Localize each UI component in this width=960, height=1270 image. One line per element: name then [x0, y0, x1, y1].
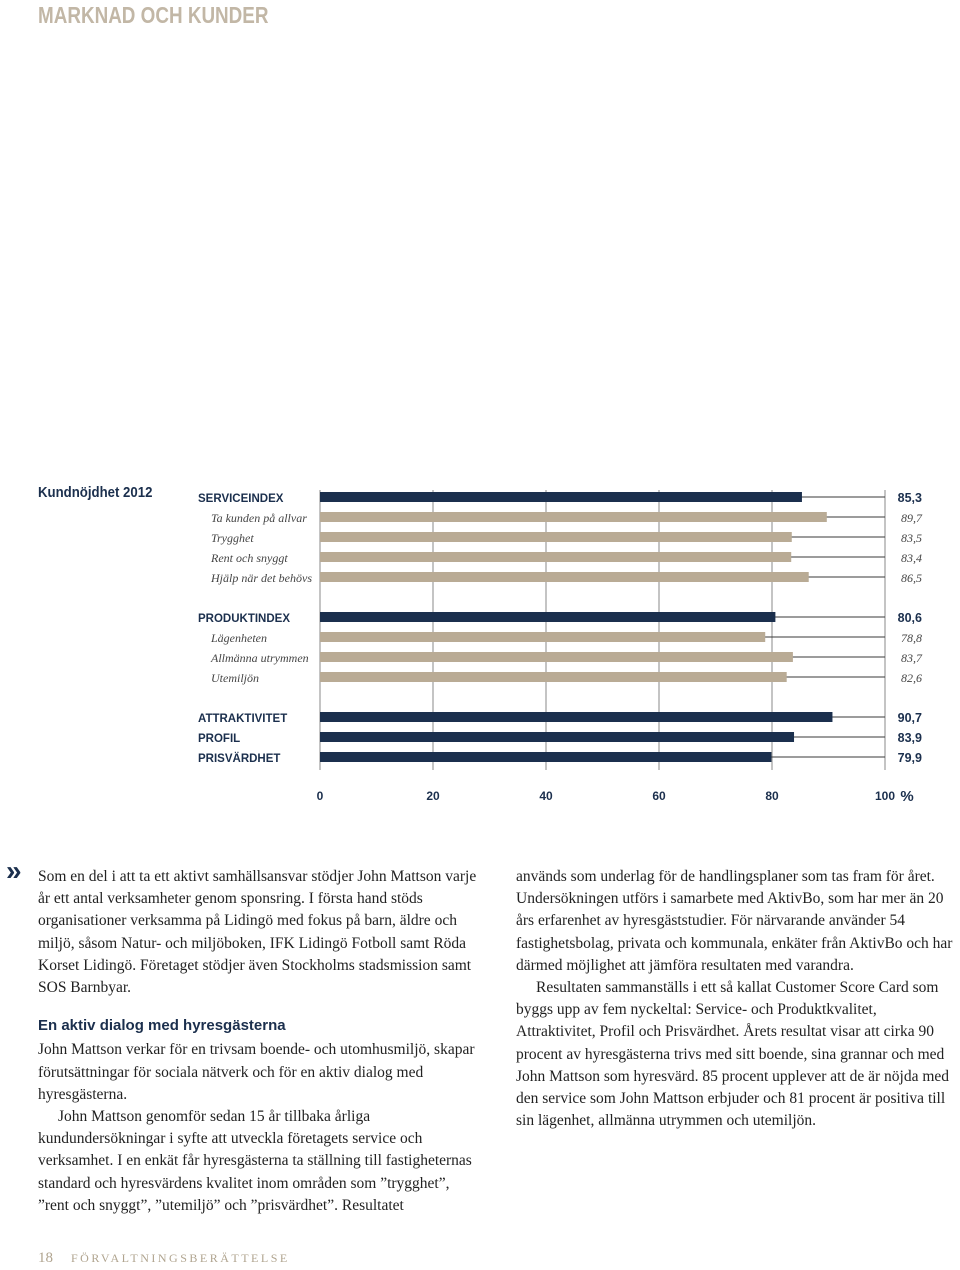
data-label: 80,6	[897, 611, 922, 625]
bar	[320, 732, 794, 742]
tick-label: 0	[316, 789, 324, 803]
bar	[320, 552, 791, 562]
category-label: Trygghet	[211, 531, 254, 545]
bar	[320, 612, 775, 622]
tick-label: 60	[652, 789, 666, 803]
data-label: 83,4	[901, 551, 922, 565]
bar	[320, 752, 771, 762]
data-label: 83,5	[901, 531, 922, 545]
data-label: 78,8	[901, 631, 922, 645]
quote-mark-icon: »	[6, 855, 22, 886]
category-label: PRISVÄRDHET	[198, 753, 281, 765]
data-label: 85,3	[897, 491, 922, 505]
satisfaction-bar-chart	[0, 470, 960, 820]
bar	[320, 492, 802, 502]
bar	[320, 712, 832, 722]
bar	[320, 572, 809, 582]
bar	[320, 672, 787, 682]
right-text-column	[516, 866, 956, 1132]
section-label: FÖRVALTNINGSBERÄTTELSE	[71, 1251, 290, 1265]
category-label: Hjälp när det behövs	[211, 571, 312, 585]
data-label: 90,7	[897, 711, 922, 725]
category-label: Rent och snyggt	[211, 551, 288, 565]
tick-label: 80	[765, 789, 779, 803]
data-label: 83,9	[897, 731, 922, 745]
bar	[320, 652, 793, 662]
data-label: 89,7	[901, 511, 922, 525]
page-title: MARKNAD OCH KUNDER	[38, 2, 269, 28]
data-label: 79,9	[897, 751, 922, 765]
category-label: PRODUKTINDEX	[198, 613, 291, 625]
tick-label: 20	[426, 789, 440, 803]
left-text-column	[38, 866, 478, 1217]
body-paragraph: Resultaten sammanställs i ett så kallat Customer Score Card som byggs upp av fem nyckeltal: Service- och Produktkvalitet, Attraktivitet, Profil och Prisvärdhet. Årets resultat visar att cirka 90 procent av hyresgästerna trivs med sitt boende, sina grannar och med John Mattson som hyresvärd. 85 procent upplever att de är nöjda med den service som John Mattson erbjuder och 81 procent är positiva till sin lägenhet, allmänna utrymmen och utemiljön.	[516, 979, 950, 1130]
section-subheading: En aktiv dialog med hyresgästerna	[38, 1017, 286, 1035]
bar	[320, 632, 765, 642]
category-label: Utemiljön	[211, 671, 259, 685]
category-label: SERVICEINDEX	[198, 493, 284, 505]
category-label: Ta kunden på allvar	[211, 511, 307, 525]
category-label: PROFIL	[198, 733, 241, 745]
body-paragraph: används som underlag för de handlingsplaner som tas fram för året. Undersökningen utförs i samarbete med AktivBo, som har mer än 20 års erfarenhet av hyresgäststudier. För närvarande använder 54 fastighetsbolag, privata och kommunala, enkäter från AktivBo och har därmed möjlighet att jämföra resultaten med varandra.	[516, 868, 953, 974]
bar	[320, 512, 827, 522]
tick-label: 100	[874, 789, 896, 803]
page-footer	[38, 1250, 290, 1267]
category-label: Allmänna utrymmen	[211, 651, 309, 665]
bar	[320, 532, 792, 542]
page-number: 18	[38, 1250, 53, 1266]
intro-paragraph: Som en del i att ta ett aktivt samhällsansvar stödjer John Mattson varje år ett antal verksamheter genom sponsring. I första hand stöds organisationer verksamma på Lidingö med fokus på barn, äldre och miljö, såsom Natur- och miljöboken, IFK Lidingö Fotboll samt Röda Korset Lidingö. Företaget stödjer även Stockholms stadsmission samt SOS Barnbyar.	[38, 868, 477, 997]
data-label: 83,7	[901, 651, 922, 665]
data-label: 86,5	[901, 571, 922, 585]
chart-title: Kundnöjdhet 2012	[38, 484, 153, 501]
body-paragraph: John Mattson verkar för en trivsam boende- och utomhusmiljö, skapar förutsättningar för sociala nätverk och för en aktiv dialog med hyresgästerna.	[38, 1041, 475, 1103]
axis-unit-label: %	[900, 788, 914, 805]
category-label: ATTRAKTIVITET	[198, 713, 288, 725]
data-label: 82,6	[901, 671, 922, 685]
tick-label: 40	[539, 789, 553, 803]
category-label: Lägenheten	[211, 631, 267, 645]
body-paragraph: John Mattson genomför sedan 15 år tillbaka årliga kundundersökningar i syfte att utveckla företagets service och verksamhet. I en enkät får hyresgästerna ta ställning till fastigheternas standard och hyresvärdens kvalitet inom områden som ”trygghet”, ”rent och snyggt”, ”utemiljö” och ”prisvärdhet”. Resultatet	[38, 1108, 472, 1214]
